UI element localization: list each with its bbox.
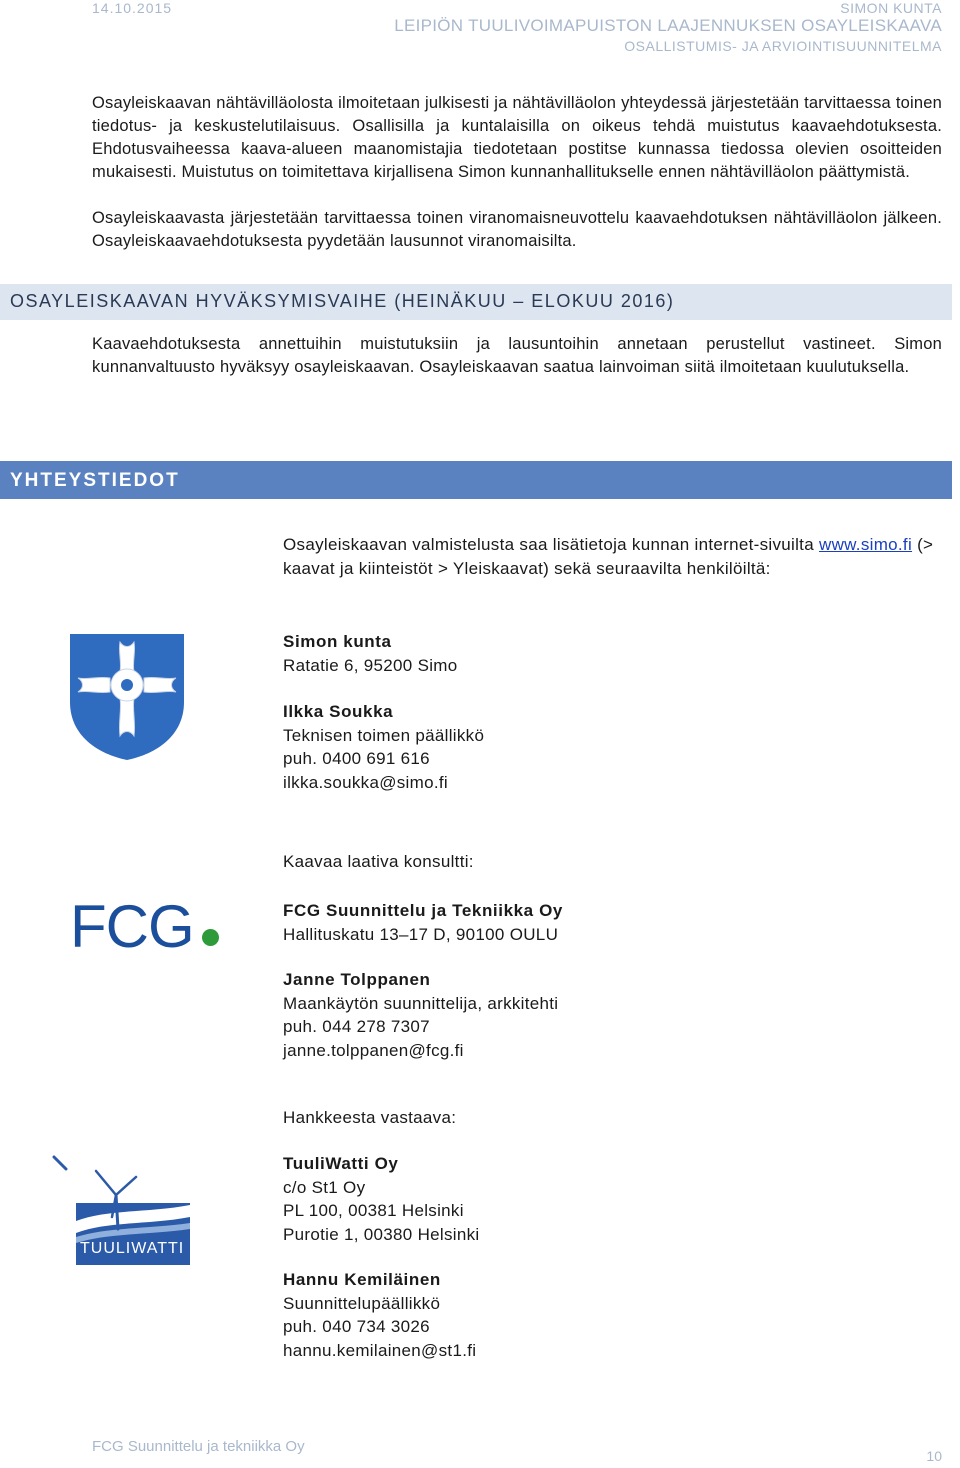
- contact-person-name: Ilkka Soukka: [283, 702, 394, 721]
- contact-person-email[interactable]: hannu.kemilainen@st1.fi: [283, 1340, 477, 1360]
- contact-address: Hallituskatu 13–17 D, 90100 OULU: [283, 924, 559, 944]
- contact-address-line: Purotie 1, 00380 Helsinki: [283, 1224, 480, 1244]
- section-heading-hyvaksymisvaihe: [0, 284, 952, 320]
- contacts-intro-text: Osayleiskaavan valmistelusta saa lisätietoja kunnan internet-sivuilta: [283, 535, 814, 554]
- contact-person-phone: puh. 0400 691 616: [283, 749, 430, 768]
- section-heading-text: OSAYLEISKAAVAN HYVÄKSYMISVAIHE (HEINÄKUU – ELOKUU 2016): [10, 291, 675, 311]
- contact-address-line: c/o St1 Oy: [283, 1177, 366, 1197]
- contacts-intro: [283, 533, 943, 580]
- paragraph-hyvaksyminen: Kaavaehdotuksesta annettuihin muistutuksiin ja lausuntoihin annetaan perustellut vastineet. Simon kunnanvaltuusto hyväksyy osayleiskaavan. Osayleiskaavan saatua lainvoiman siitä ilmoitetaan kuulutuksella.: [92, 335, 942, 376]
- header-project-title: LEIPIÖN TUULIVOIMAPUISTON LAAJENNUKSEN OSAYLEISKAAVA: [394, 16, 942, 35]
- contact-address: Ratatie 6, 95200 Simo: [283, 655, 458, 675]
- simo-contact: [283, 630, 458, 677]
- page-number: 10: [926, 1448, 942, 1464]
- contact-person-email[interactable]: ilkka.soukka@simo.fi: [283, 772, 448, 792]
- tuuliwatti-logo-text: TUULIWATTI: [80, 1240, 185, 1257]
- consultant-label: Kaavaa laativa konsultti:: [283, 852, 474, 871]
- tuuliwatti-contact: [283, 1152, 480, 1246]
- section-heading-text: YHTEYSTIEDOT: [10, 470, 180, 491]
- paragraph-nahtavillaolo: Osayleiskaavan nähtävilläolosta ilmoitetaan julkisesti ja nähtävilläolon yhteydessä järjestetään tarvittaessa toinen tiedotus- ja keskustelutilaisuus. Osallisilla ja kuntalaisilla on oikeus tehdä muistutus kaavaehdotuksesta. Ehdotusvaiheessa kaava-alueen maanomistajia tiedotetaan postitse kunnassa tiedossa olevien osoitteiden mukaisesti. Muistutus on toimitettava kirjallisena Simon kunnanhallitukselle ennen nähtävilläolon päättymistä.: [92, 94, 942, 181]
- header-date: 14.10.2015: [92, 0, 173, 16]
- contact-person-ilkka: [283, 700, 484, 794]
- section-heading-yhteystiedot: [0, 461, 952, 499]
- simo-coat-of-arms-icon: [68, 632, 186, 762]
- contact-person-name: Hannu Kemiläinen: [283, 1270, 441, 1289]
- fcg-logo-text: FCG: [70, 893, 194, 960]
- contact-person-email[interactable]: janne.tolppanen@fcg.fi: [283, 1040, 464, 1060]
- fcg-contact: [283, 899, 563, 946]
- contact-person-title: Maankäytön suunnittelija, arkkitehti: [283, 993, 559, 1013]
- contact-person-name: Janne Tolppanen: [283, 970, 431, 989]
- contact-person-hannu: [283, 1268, 476, 1362]
- contact-person-title: Teknisen toimen päällikkö: [283, 725, 485, 745]
- responsible-label: Hankkeesta vastaava:: [283, 1108, 457, 1127]
- header-document-title: OSALLISTUMIS- JA ARVIOINTISUUNNITELMA: [624, 38, 942, 54]
- contact-address-line: PL 100, 00381 Helsinki: [283, 1201, 464, 1220]
- contact-person-janne: [283, 968, 558, 1062]
- footer-company: FCG Suunnittelu ja tekniikka Oy: [92, 1438, 305, 1455]
- contact-org-name: Simon kunta: [283, 632, 392, 651]
- header-organization: SIMON KUNTA: [840, 0, 942, 16]
- contact-person-phone: puh. 040 734 3026: [283, 1317, 430, 1336]
- fcg-logo-dot-icon: [202, 929, 219, 946]
- contact-org-name: FCG Suunnittelu ja Tekniikka Oy: [283, 901, 563, 920]
- contact-person-phone: puh. 044 278 7307: [283, 1017, 430, 1036]
- contact-org-name: TuuliWatti Oy: [283, 1154, 399, 1173]
- contact-person-title: Suunnittelupäällikkö: [283, 1293, 441, 1313]
- contacts-intro-text-end: (> kaavat ja kiinteistöt > Yleiskaavat) sekä seuraavilta henkilöiltä:: [283, 535, 934, 578]
- simo-website-link[interactable]: www.simo.fi: [819, 535, 913, 554]
- fcg-logo: [70, 893, 230, 960]
- paragraph-viranomaisneuvottelu: Osayleiskaavasta järjestetään tarvittaessa toinen viranomaisneuvottelu kaavaehdotuksen nähtävilläolon jälkeen. Osayleiskaavaehdotuksesta pyydetään lausunnot viranomaisilta.: [92, 209, 942, 250]
